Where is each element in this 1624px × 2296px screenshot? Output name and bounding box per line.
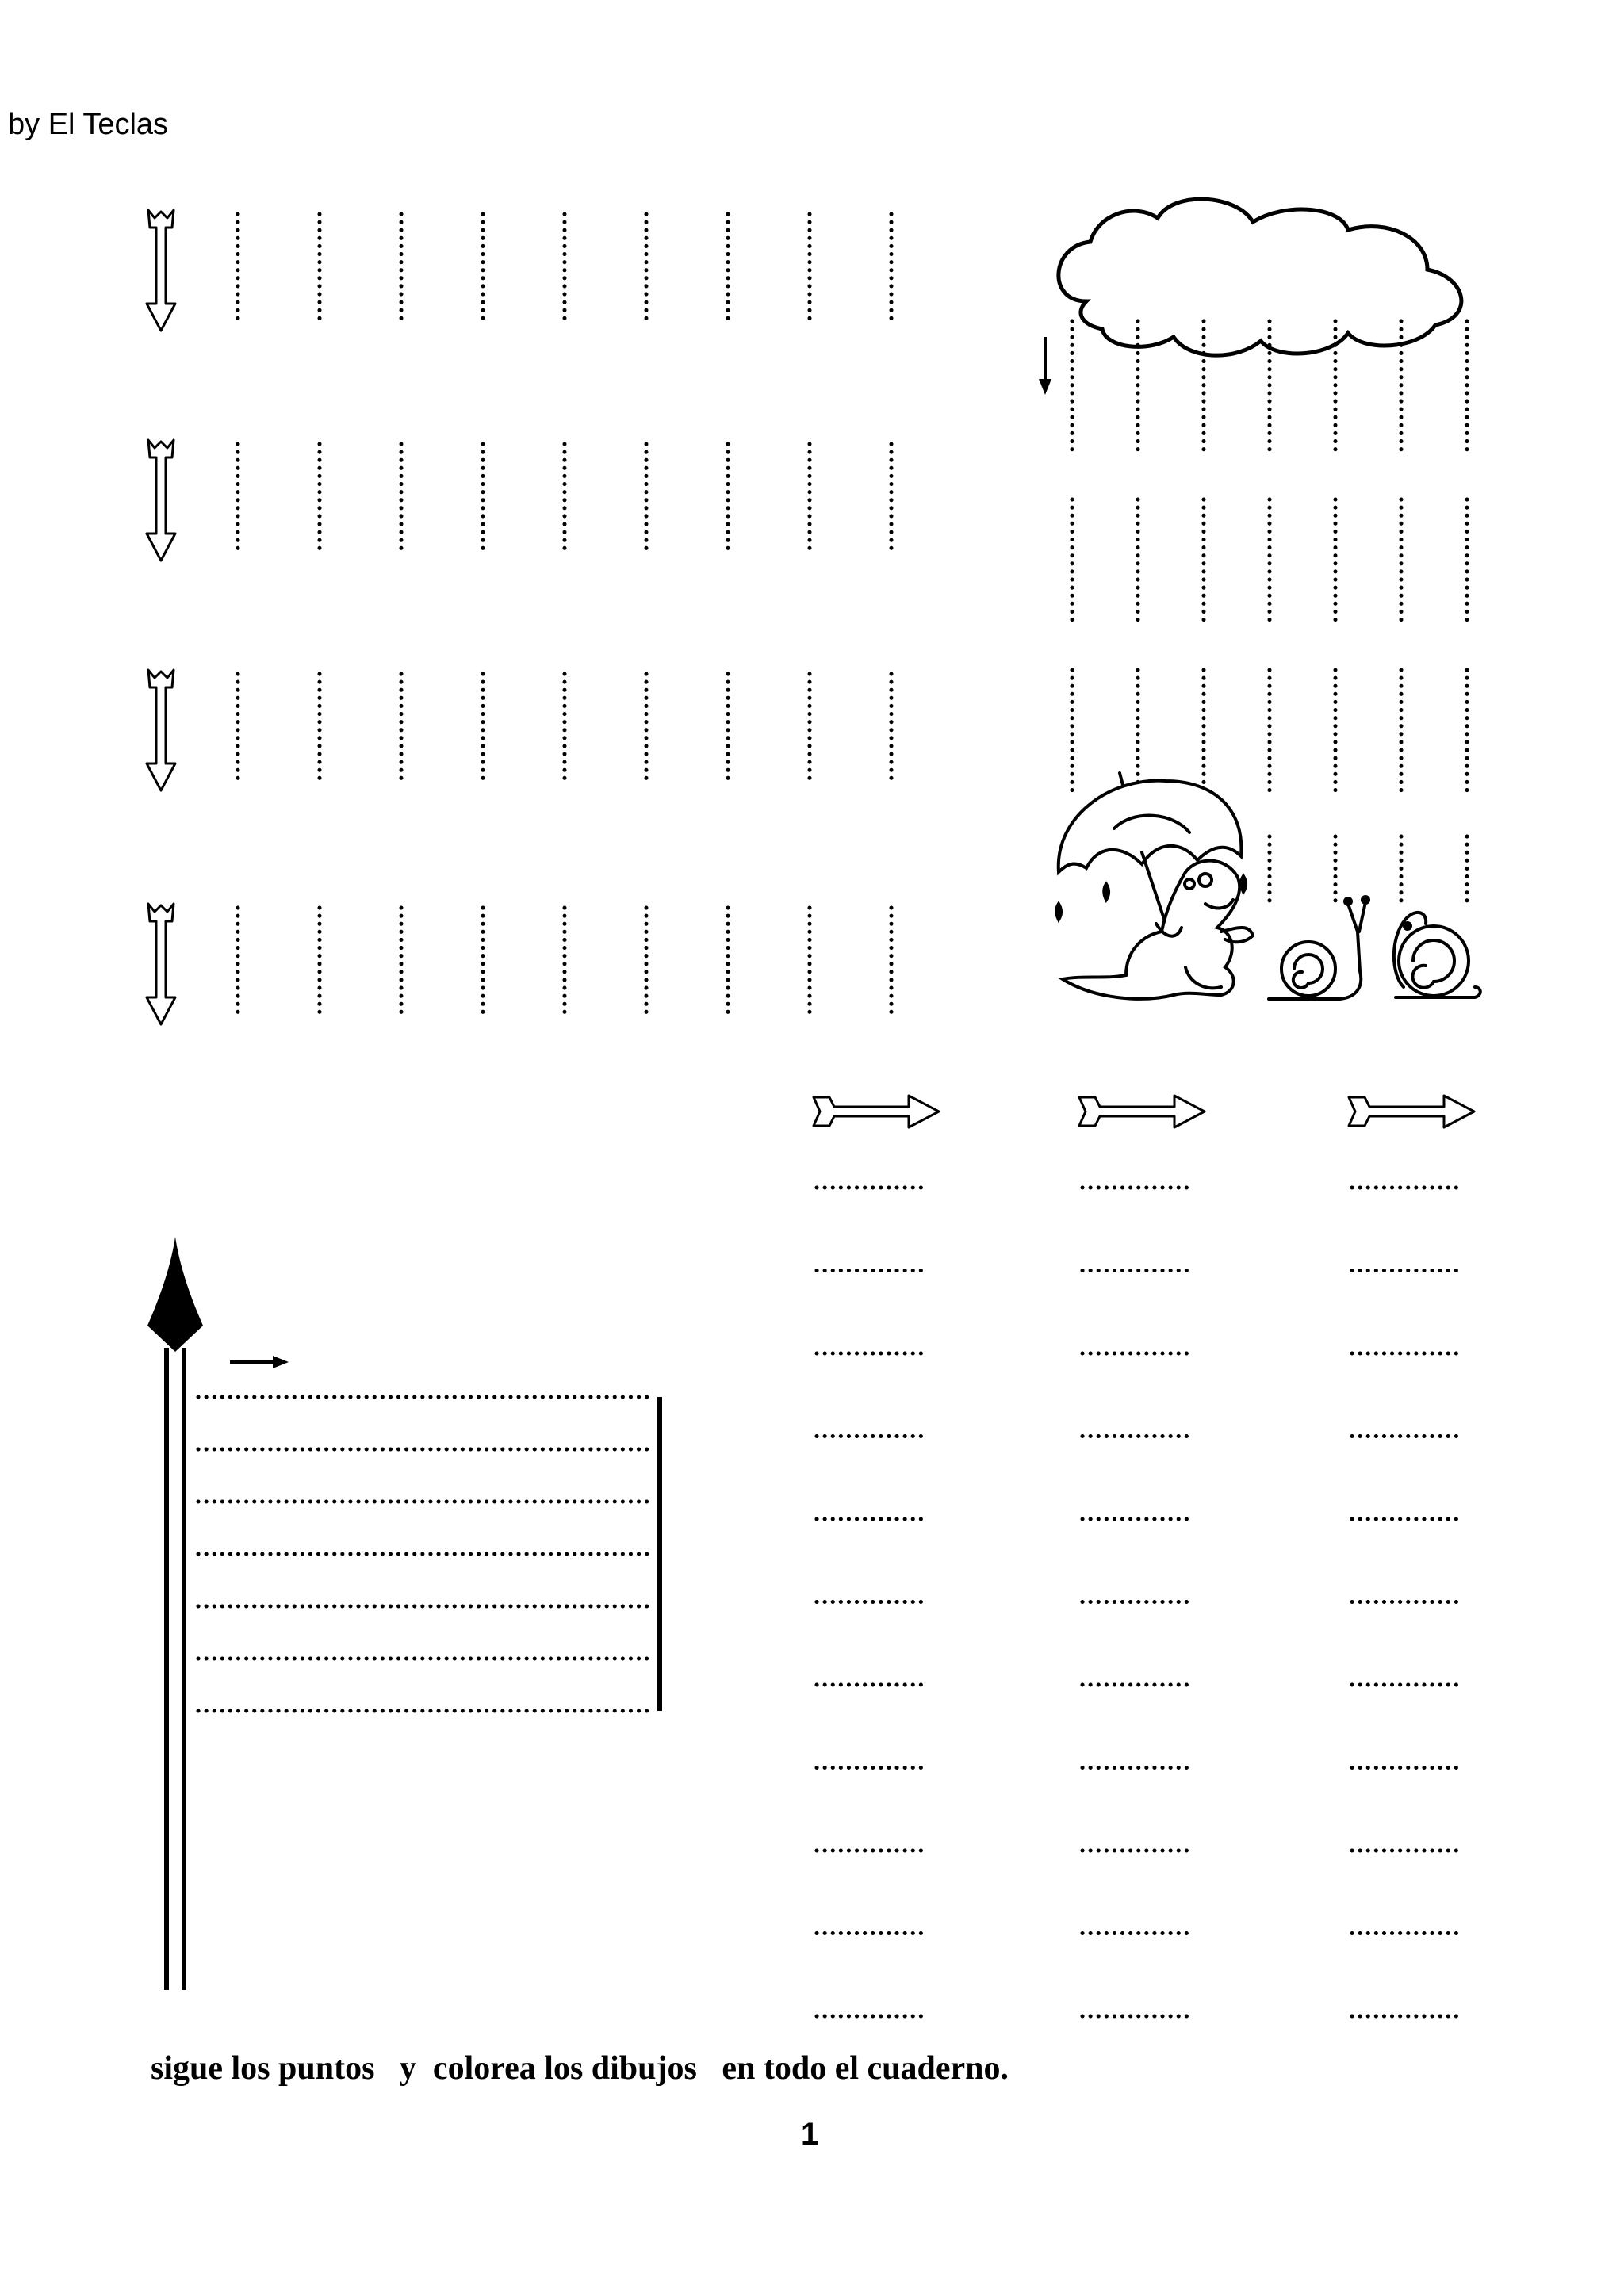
horizontal-dotted-columns: [814, 1096, 1474, 2016]
instruction-text: sigue los puntos y colorea los dibujos en todo el cuaderno.: [151, 2050, 1009, 2087]
right-arrow-icon: [1349, 1096, 1474, 1127]
down-arrow-icon: [147, 440, 175, 561]
horizontal-column: [814, 1096, 939, 2016]
cloud-illustration: [1059, 199, 1461, 355]
dinosaur-umbrella-illustration: [1056, 773, 1253, 999]
vertical-row: [147, 210, 891, 331]
horizontal-column: [1349, 1096, 1474, 2016]
snails-illustration: [1269, 897, 1480, 999]
horizontal-column: [1079, 1096, 1205, 2016]
right-arrow-icon: [1079, 1096, 1205, 1127]
vertical-row: [147, 670, 891, 790]
down-arrow-icon: [147, 904, 175, 1024]
right-arrow-small-icon: [230, 1356, 289, 1368]
vertical-row: [147, 904, 891, 1024]
down-arrow-icon: [147, 670, 175, 790]
flag-pole: [147, 1237, 203, 1990]
vertical-row: [147, 440, 891, 561]
down-arrow-small-icon: [1039, 337, 1051, 395]
flag-dotted-stripes: [198, 1397, 654, 1711]
right-arrow-icon: [814, 1096, 939, 1127]
author-credit: by El Teclas: [8, 108, 169, 141]
down-arrow-icon: [147, 210, 175, 331]
vertical-dotted-rows: [147, 210, 891, 1024]
page-number: 1: [801, 2117, 819, 2152]
